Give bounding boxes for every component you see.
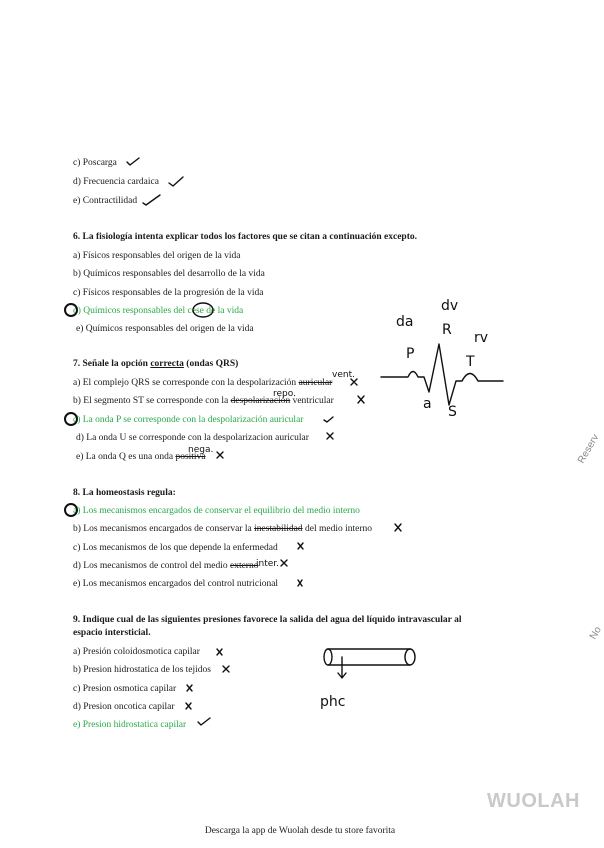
q6-option-d-word: cese xyxy=(187,306,204,316)
q8-d-note: inter. xyxy=(256,559,280,569)
tube-label: phc xyxy=(320,694,346,710)
cross-icon xyxy=(298,580,302,586)
cross-icon xyxy=(187,685,192,691)
q6-option-b: b) Químicos responsables del desarrollo de la vida xyxy=(73,269,265,279)
question-9-title-line1: 9. Indique cual de las siguientes presiones favorece la salida del agua del líquido intravascular al xyxy=(73,615,462,625)
capillary-tube xyxy=(328,649,410,665)
q8-d-text: d) Los mecanismos de control del medio xyxy=(73,561,228,571)
question-8-title: 8. La homeostasis regula: xyxy=(73,488,176,498)
q6-option-d-text: d) Químicos responsables del xyxy=(73,306,186,316)
capillary-tube-end xyxy=(324,649,332,665)
side-text-no: No xyxy=(588,624,604,642)
ecg-waveform xyxy=(381,344,503,405)
q7-e-note: nega. xyxy=(188,445,214,455)
q9-option-c: c) Presion osmotica capilar xyxy=(73,684,177,694)
q8-option-e: e) Los mecanismos encargados del control nutricional xyxy=(73,579,279,589)
check-icon xyxy=(143,195,160,205)
q7-title-b: correcta xyxy=(150,359,184,369)
q9-option-a: a) Presión coloidosmotica capilar xyxy=(73,647,200,657)
q7-b-note: repo. xyxy=(273,389,296,399)
q6-option-e: e) Químicos responsables del origen de la vida xyxy=(76,324,254,334)
q7-a-strike: auricular xyxy=(298,378,333,388)
option-e-contractilidad: e) Contractilidad xyxy=(73,196,138,206)
option-d-frecuencia: d) Frecuencia cardaica xyxy=(73,177,159,187)
q8-b-text2: del medio interno xyxy=(304,524,372,534)
selected-circle-icon xyxy=(65,413,77,425)
ecg-label-a: a xyxy=(423,396,432,412)
q9-option-b: b) Presion hidrostatica de los tejidos xyxy=(73,665,211,675)
q6-option-a: a) Físicos responsables del origen de la vida xyxy=(73,251,241,261)
option-c-poscarga: c) Poscarga xyxy=(73,158,117,168)
cross-icon xyxy=(223,666,229,672)
q7-a-text: a) El complejo QRS se corresponde con la despolarización xyxy=(73,378,297,388)
side-text-reserv: Reserv xyxy=(576,432,602,466)
ecg-label-p: P xyxy=(406,346,415,362)
selected-circle-icon xyxy=(65,504,77,516)
word-circle-icon xyxy=(193,303,213,317)
q8-b-strike: inestabilidad xyxy=(254,524,303,534)
ecg-label-dv: dv xyxy=(441,298,459,314)
q8-b-text: b) Los mecanismos encargados de conservar la xyxy=(73,524,252,534)
q9-option-e: e) Presion hidrostatica capilar xyxy=(73,720,187,730)
cross-icon xyxy=(395,524,401,531)
q8-d-strike: externo xyxy=(229,561,259,571)
q7-e-strike: positiva xyxy=(175,452,206,462)
footer-text: Descarga la app de Wuolah desde tu store favorita xyxy=(204,826,396,836)
capillary-tube-end xyxy=(405,649,415,665)
cross-icon xyxy=(217,452,223,458)
ecg-label-s: S xyxy=(448,404,457,420)
q7-title-c: (ondas QRS) xyxy=(186,359,239,369)
selected-circle-icon xyxy=(65,304,77,316)
q7-title-a: 7. Señale la opción xyxy=(73,359,148,369)
check-icon xyxy=(169,177,183,186)
cross-icon xyxy=(327,433,333,439)
q7-e-text: e) La onda Q es una onda xyxy=(76,452,174,462)
cross-icon xyxy=(186,703,191,709)
q7-option-c: c) La onda P se corresponde con la despolarización auricular xyxy=(73,415,304,425)
q7-b-text: b) El segmento ST se corresponde con la xyxy=(73,396,229,406)
check-icon xyxy=(324,417,333,422)
q6-option-d-tail: de la vida xyxy=(206,306,244,316)
q8-option-c: c) Los mecanismos de los que depende la enfermedad xyxy=(73,543,278,553)
ecg-label-t: T xyxy=(466,354,475,370)
q7-option-d: d) La onda U se corresponde con la despolarizacion auricular xyxy=(76,433,309,443)
q8-option-a: a) Los mecanismos encargados de conservar el equilibrio del medio interno xyxy=(73,506,360,516)
check-icon xyxy=(198,718,210,725)
cross-icon xyxy=(298,543,303,549)
cross-icon xyxy=(281,560,287,566)
arrow-down-icon xyxy=(338,657,346,678)
wuolah-logo: WUOLAH xyxy=(487,790,580,812)
cross-icon xyxy=(358,396,364,403)
q7-b-text2: ventricular xyxy=(292,396,334,406)
q7-b-strike: despolarización xyxy=(230,396,291,406)
question-6-title: 6. La fisiología intenta explicar todos los factores que se citan a continuación excepto. xyxy=(73,232,418,242)
question-9-title-line2: espacio intersticial. xyxy=(73,628,151,638)
check-icon xyxy=(127,158,139,165)
q9-option-d: d) Presion oncotica capilar xyxy=(73,702,175,712)
ecg-label-rv: rv xyxy=(474,330,489,346)
ecg-label-da: da xyxy=(396,314,414,330)
cross-icon xyxy=(217,649,222,655)
q6-option-c: c) Físicos responsables de la progresión de la vida xyxy=(73,288,264,298)
ecg-label-r: R xyxy=(442,322,452,338)
q7-a-note: vent. xyxy=(332,370,355,380)
